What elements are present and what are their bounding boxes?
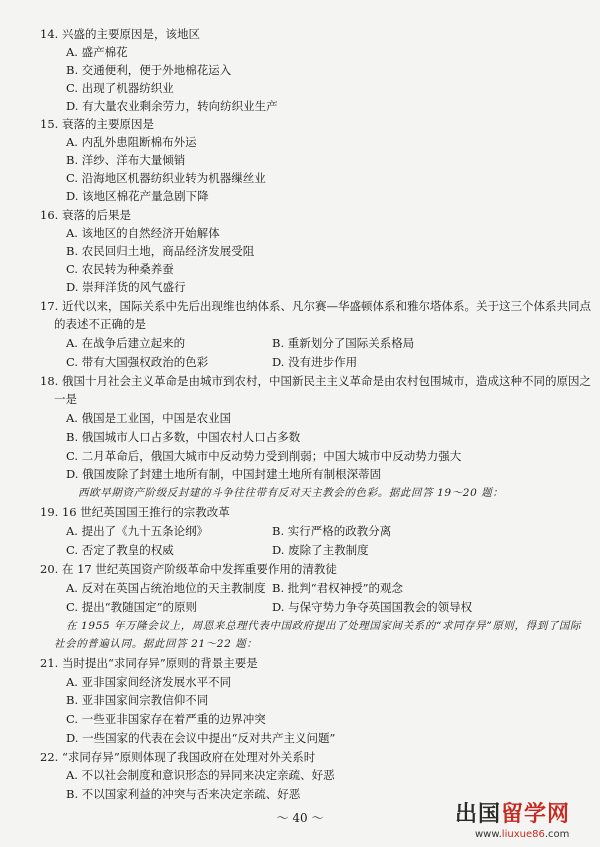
watermark-url bbox=[475, 829, 595, 841]
watermark-title bbox=[455, 802, 595, 828]
question-17-stem: 17. 近代以来，国际关系中先后出现维也纳体系、凡尔赛—华盛顿体系和雅尔塔体系。关于这三个体系共同点 bbox=[40, 299, 591, 313]
question-17-option-a: A. 在战争后建立起来的 bbox=[66, 336, 186, 350]
question-19-stem: 19. 16 世纪英国国王推行的宗教改革 bbox=[40, 505, 230, 519]
question-20-option-a: A. 反对在英国占统治地位的天主教制度 bbox=[66, 581, 266, 595]
site-watermark bbox=[455, 802, 595, 842]
watermark-url-part-2: liuxue86 bbox=[501, 829, 545, 840]
question-18-stem: 18. 俄国十月社会主义革命是由城市到农村，中国新民主主义革命是由农村包围城市，造成这种不同的原因之 bbox=[40, 374, 591, 388]
question-20-option-d: D. 与保守势力争夺英国国教会的领导权 bbox=[272, 600, 473, 614]
question-22-option-b: B. 不以国家利益的冲突与否来决定亲疏、好恶 bbox=[66, 787, 301, 801]
question-17-option-b: B. 重新划分了国际关系格局 bbox=[272, 336, 415, 350]
question-21-option-d: D. 一些国家的代表在会议中提出“反对共产主义问题” bbox=[66, 731, 336, 745]
question-14-option-c: C. 出现了机器纺织业 bbox=[66, 81, 174, 95]
watermark-title-part-2: 留学网 bbox=[501, 802, 571, 827]
question-17-options-row-1 bbox=[0, 334, 600, 352]
question-18-stem-continued: 一是 bbox=[54, 392, 77, 406]
question-21-stem: 21. 当时提出“求同存异”原则的背景主要是 bbox=[40, 656, 258, 670]
question-16-option-b: B. 农民回归土地，商品经济发展受阻 bbox=[66, 244, 255, 258]
question-17-option-c: C. 带有大国强权政治的色彩 bbox=[66, 355, 209, 369]
question-20-option-c: C. 提出“教随国定”的原则 bbox=[66, 600, 197, 614]
question-15-option-d: D. 该地区棉花产量急剧下降 bbox=[66, 189, 209, 203]
question-22-option-a: A. 不以社会制度和意识形态的异同来决定亲疏、好恶 bbox=[66, 768, 335, 782]
question-18-option-c: C. 二月革命后，俄国大城市中反动势力受到削弱；中国大城市中反动势力强大 bbox=[66, 449, 462, 463]
question-15-option-b: B. 洋纱、洋布大量倾销 bbox=[66, 153, 186, 167]
question-14-option-b: B. 交通便利，便于外地棉花运入 bbox=[66, 63, 232, 77]
question-17-stem-continued: 的表述不正确的是 bbox=[54, 317, 146, 331]
question-19-option-b: B. 实行严格的政教分离 bbox=[272, 524, 392, 538]
question-20-option-b: B. 批判“君权神授”的观念 bbox=[272, 581, 404, 595]
question-14-option-d: D. 有大量农业剩余劳力，转向纺织业生产 bbox=[66, 99, 278, 113]
question-21-option-b: B. 亚非国家间宗教信仰不同 bbox=[66, 693, 209, 707]
question-15-option-a: A. 内乱外患阻断棉布外运 bbox=[66, 135, 197, 149]
question-15-stem: 15. 衰落的主要原因是 bbox=[40, 117, 154, 131]
question-16-option-a: A. 该地区的自然经济开始解体 bbox=[66, 226, 220, 240]
question-18-option-a: A. 俄国是工业国，中国是农业国 bbox=[66, 411, 232, 425]
question-18-option-d: D. 俄国废除了封建土地所有制，中国封建土地所有制根深蒂固 bbox=[66, 467, 382, 481]
question-19-option-d: D. 废除了主教制度 bbox=[272, 543, 369, 557]
question-20-options-row-2 bbox=[0, 598, 600, 616]
question-14-stem: 14. 兴盛的主要原因是，该地区 bbox=[40, 27, 200, 41]
passage-19-20: 西欧早期资产阶级反封建的斗争往往带有反对天主教会的色彩。据此回答 19～20 题： bbox=[78, 487, 504, 499]
question-16-option-d: D. 崇拜洋货的风气盛行 bbox=[66, 280, 186, 294]
watermark-url-part-1: www. bbox=[475, 829, 502, 840]
question-21-option-c: C. 一些亚非国家存在着严重的边界冲突 bbox=[66, 712, 266, 726]
question-19-options-row-1 bbox=[0, 522, 600, 540]
question-17-option-d: D. 没有进步作用 bbox=[272, 355, 358, 369]
question-21-option-a: A. 亚非国家间经济发展水平不同 bbox=[66, 675, 232, 689]
question-15-option-c: C. 沿海地区机器纺织业转为机器缫丝业 bbox=[66, 171, 266, 185]
page-number: ～ 40 ～ bbox=[276, 811, 324, 825]
watermark-url-part-3: .com bbox=[544, 829, 570, 840]
question-14-option-a: A. 盛产棉花 bbox=[66, 45, 128, 59]
watermark-title-part-1: 出国 bbox=[455, 802, 502, 827]
question-19-option-a: A. 提出了《九十五条论纲》 bbox=[66, 524, 209, 538]
question-16-stem: 16. 衰落的后果是 bbox=[40, 208, 131, 222]
question-17-options-row-2 bbox=[0, 353, 600, 371]
question-20-stem: 20. 在 17 世纪英国资产阶级革命中发挥重要作用的清教徒 bbox=[40, 562, 337, 576]
question-16-option-c: C. 农民转为种桑养蚕 bbox=[66, 262, 174, 276]
question-22-stem: 22. “求同存异”原则体现了我国政府在处理对外关系时 bbox=[40, 750, 316, 764]
passage-21-22-line-1: 在 1955 年万隆会议上，周恩来总理代表中国政府提出了处理国家间关系的“求同存异”原则，得到了国际 bbox=[66, 620, 582, 632]
question-19-options-row-2 bbox=[0, 541, 600, 559]
passage-21-22-line-2: 社会的普遍认同。据此回答 21～22 题： bbox=[54, 638, 258, 650]
question-19-option-c: C. 否定了教皇的权威 bbox=[66, 543, 174, 557]
question-20-options-row-1 bbox=[0, 579, 600, 597]
question-18-option-b: B. 俄国城市人口占多数，中国农村人口占多数 bbox=[66, 430, 301, 444]
